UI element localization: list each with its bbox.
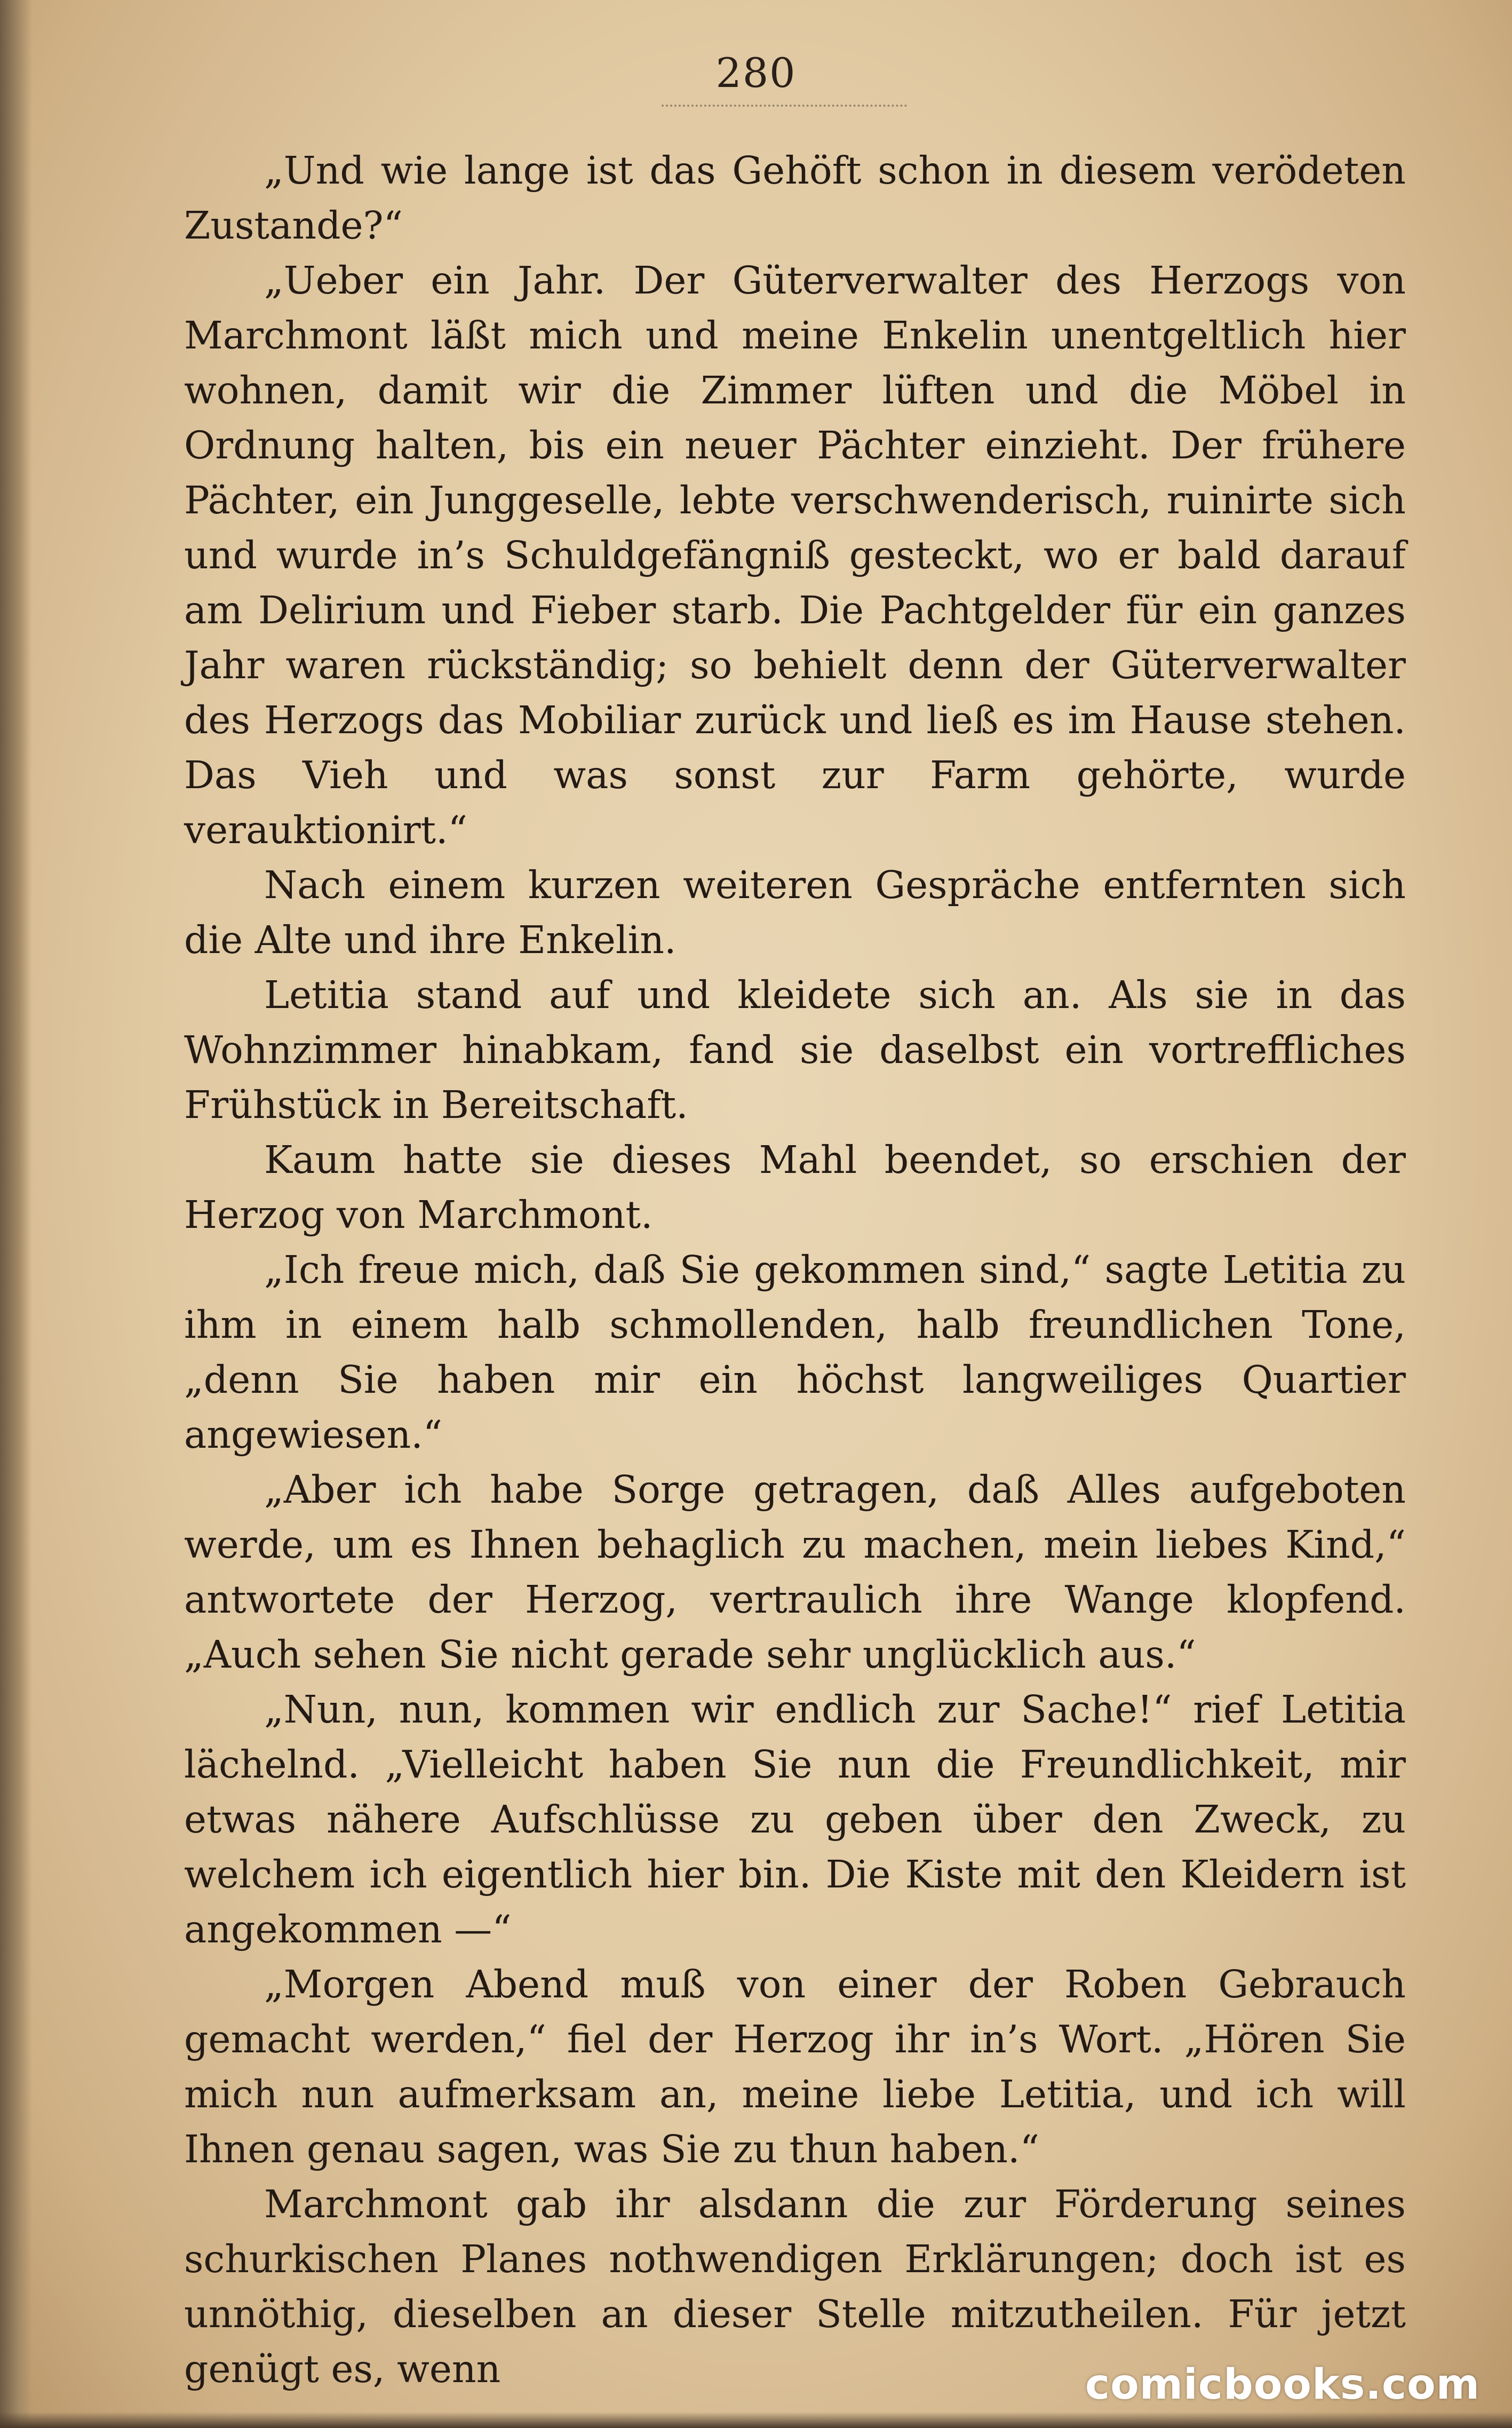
paragraph: Nach einem kurzen weiteren Gespräche entfernten sich die Alte und ihre Enkelin.	[184, 863, 1406, 962]
watermark: comicbooks.com	[1085, 2361, 1480, 2409]
paragraph: Kaum hatte sie dieses Mahl beendet, so erschien der Herzog von Marchmont.	[184, 1138, 1406, 1237]
header-rule	[662, 105, 907, 107]
paragraph: „Morgen Abend muß von einer der Roben Gebrauch gemacht werden,“ fiel der Herzog ihr in’s Wort. „Hören Sie mich nun aufmerksam an, meine liebe Letitia, und ich will Ihnen genau sagen, was Sie zu thun haben.“	[184, 1962, 1406, 2171]
body-text	[184, 143, 1406, 2397]
paragraph: „Nun, nun, kommen wir endlich zur Sache!“ rief Letitia lächelnd. „Vielleicht haben Sie nun die Freundlichkeit, mir etwas nähere Aufschlüsse zu geben über den Zweck, zu welchem ich eigentlich hier bin. Die Kiste mit den Kleidern ist angekommen —“	[184, 1687, 1406, 1951]
paragraph: „Ich freue mich, daß Sie gekommen sind,“ sagte Letitia zu ihm in einem halb schmollenden, halb freundlichen Tone, „denn Sie haben mir ein höchst langweiliges Quartier angewiesen.“	[184, 1248, 1406, 1457]
paragraph: „Und wie lange ist das Gehöft schon in diesem verödeten Zustande?“	[184, 148, 1406, 248]
page-bottom-edge-shadow	[0, 2412, 1512, 2428]
paragraph: „Ueber ein Jahr. Der Güterverwalter des Herzogs von Marchmont läßt mich und meine Enkelin unentgeltlich hier wohnen, damit wir die Zimmer lüften und die Möbel in Ordnung halten, bis ein neuer Pächter einzieht. Der frühere Pächter, ein Junggeselle, lebte verschwenderisch, ruinirte sich und wurde in’s Schuldgefängniß gesteckt, wo er bald darauf am Delirium und Fieber starb. Die Pachtgelder für ein ganzes Jahr waren rückständig; so behielt denn der Güterverwalter des Herzogs das Mobiliar zurück und ließ es im Hause stehen. Das Vieh und was sonst zur Farm gehörte, wurde verauktionirt.“	[184, 258, 1406, 852]
paragraph: „Aber ich habe Sorge getragen, daß Alles aufgeboten werde, um es Ihnen behaglich zu machen, mein liebes Kind,“ antwortete der Herzog, vertraulich ihre Wange klopfend. „Auch sehen Sie nicht gerade sehr unglücklich aus.“	[184, 1467, 1406, 1677]
paragraph: Marchmont gab ihr alsdann die zur Förderung seines schurkischen Planes nothwendigen Erklärungen; doch ist es unnöthig, dieselben an dieser Stelle mitzutheilen. Für jetzt genügt es, wenn	[184, 2182, 1406, 2391]
page-left-edge-shadow	[0, 0, 32, 2428]
paragraph: Letitia stand auf und kleidete sich an. Als sie in das Wohnzimmer hinabkam, fand sie daselbst ein vortreffliches Frühstück in Bereitschaft.	[184, 973, 1406, 1127]
page-number: 280	[715, 49, 797, 97]
